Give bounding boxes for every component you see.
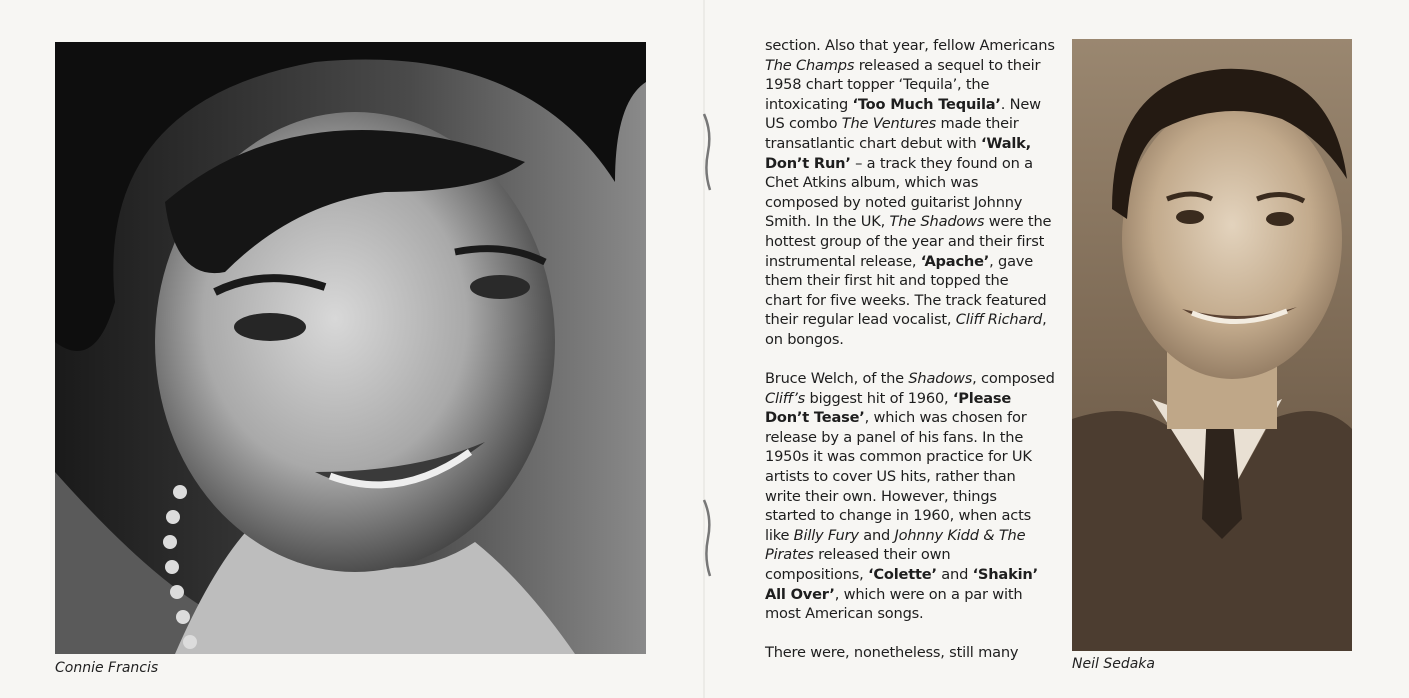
text-run: released a sequel to their	[854, 56, 1041, 74]
text-line	[765, 565, 1048, 585]
text-run: released their own	[813, 546, 951, 564]
text-line	[765, 212, 1052, 232]
center-fold	[703, 0, 705, 698]
text-line	[765, 526, 1048, 546]
text-run: transatlantic chart debut with	[765, 134, 981, 152]
text-run: ,	[1042, 311, 1047, 329]
text-run: were the	[984, 213, 1052, 231]
text-line	[765, 154, 1048, 174]
artist-name: Billy Fury	[793, 526, 859, 544]
text-run: , composed	[972, 370, 1055, 388]
staple-top-icon	[700, 112, 716, 192]
text-run: . New	[1000, 95, 1041, 113]
text-line	[765, 56, 1048, 76]
text-run: release by a panel of his fans. In the	[765, 428, 1024, 446]
artist-name: The Ventures	[841, 115, 937, 133]
text-line	[765, 173, 1048, 193]
song-title: Don’t Run’	[765, 154, 851, 172]
caption-right: Neil Sedaka	[1072, 656, 1155, 672]
text-run: , gave	[989, 252, 1034, 270]
text-run: There were, nonetheless, still many	[765, 644, 1019, 662]
text-line	[765, 193, 1048, 213]
text-line	[765, 604, 1048, 624]
song-title: ‘Too Much Tequila’	[852, 95, 1001, 113]
text-run: and	[936, 566, 973, 584]
article-body	[765, 36, 1055, 683]
text-run: chart for five weeks. The track featured	[765, 291, 1047, 309]
portrait-man-image	[1072, 39, 1352, 651]
text-line	[765, 369, 1055, 389]
text-line	[765, 447, 1048, 467]
text-run: intoxicating	[765, 95, 853, 113]
text-run: most American songs.	[765, 605, 924, 623]
text-line	[765, 506, 1048, 526]
text-line	[765, 389, 1048, 409]
text-run: US combo	[765, 115, 842, 133]
song-title: ‘Please	[952, 389, 1012, 407]
text-run: them their first hit and topped the	[765, 272, 1009, 290]
text-line	[765, 487, 1048, 507]
text-run: instrumental release,	[765, 252, 921, 270]
text-run: Bruce Welch, of the	[765, 370, 909, 388]
text-run: their regular lead vocalist,	[765, 311, 956, 329]
text-run: , which were on a par with	[834, 585, 1023, 603]
song-title: ‘Walk,	[980, 134, 1031, 152]
text-line	[765, 585, 1048, 605]
portrait-photo-left	[55, 42, 646, 654]
text-run: Chet Atkins album, which was	[765, 174, 979, 192]
text-run: 1950s it was common practice for UK	[765, 448, 1032, 466]
text-run: like	[765, 526, 794, 544]
text-line	[765, 643, 1048, 663]
text-line	[765, 252, 1048, 272]
song-title: ‘Apache’	[920, 252, 990, 270]
artist-name: Pirates	[765, 546, 814, 564]
text-line	[765, 408, 1048, 428]
artist-name: Cliff’s	[765, 389, 806, 407]
artist-name: The Shadows	[889, 213, 985, 231]
text-run: and	[858, 526, 895, 544]
song-title: All Over’	[765, 585, 835, 603]
text-line	[765, 271, 1048, 291]
paragraph-3	[765, 643, 1048, 663]
text-line	[765, 428, 1048, 448]
portrait-woman-image	[55, 42, 646, 654]
text-run: , which was chosen for	[864, 409, 1027, 427]
text-line	[765, 291, 1048, 311]
text-line	[765, 232, 1048, 252]
text-run: artists to cover US hits, rather than	[765, 468, 1016, 486]
text-run: on bongos.	[765, 330, 844, 348]
text-run: section. Also that year, fellow Americans	[765, 37, 1055, 54]
text-run: write their own. However, things	[765, 487, 997, 505]
text-run: 1958 chart topper ‘Tequila’, the	[765, 76, 990, 94]
text-run: – a track they found on a	[850, 154, 1033, 172]
text-run: hottest group of the year and their first	[765, 232, 1045, 250]
text-line	[765, 467, 1048, 487]
song-title: ‘Colette’	[868, 566, 937, 584]
text-run: Smith. In the UK,	[765, 213, 890, 231]
text-line	[765, 330, 1048, 350]
paragraph-2	[765, 369, 1055, 624]
text-run: started to change in 1960, when acts	[765, 507, 1032, 525]
caption-left: Connie Francis	[55, 660, 159, 676]
song-title: ‘Shakin’	[972, 566, 1038, 584]
text-run: biggest hit of 1960,	[805, 389, 953, 407]
text-run: made their	[936, 115, 1019, 133]
artist-name: The Champs	[765, 56, 855, 74]
text-run: compositions,	[765, 566, 869, 584]
text-line	[765, 75, 1048, 95]
text-line	[765, 95, 1048, 115]
text-line	[765, 310, 1048, 330]
text-run: composed by noted guitarist Johnny	[765, 193, 1023, 211]
text-line	[765, 545, 1048, 565]
portrait-photo-right	[1072, 39, 1352, 651]
song-title: Don’t Tease’	[765, 409, 865, 427]
artist-name: Johnny Kidd & The	[894, 526, 1026, 544]
staple-bottom-icon	[700, 498, 716, 578]
text-line	[765, 36, 1055, 56]
artist-name: Cliff Richard	[955, 311, 1043, 329]
text-line	[765, 114, 1048, 134]
artist-name: Shadows	[908, 370, 973, 388]
paragraph-1	[765, 36, 1055, 350]
text-line	[765, 134, 1048, 154]
